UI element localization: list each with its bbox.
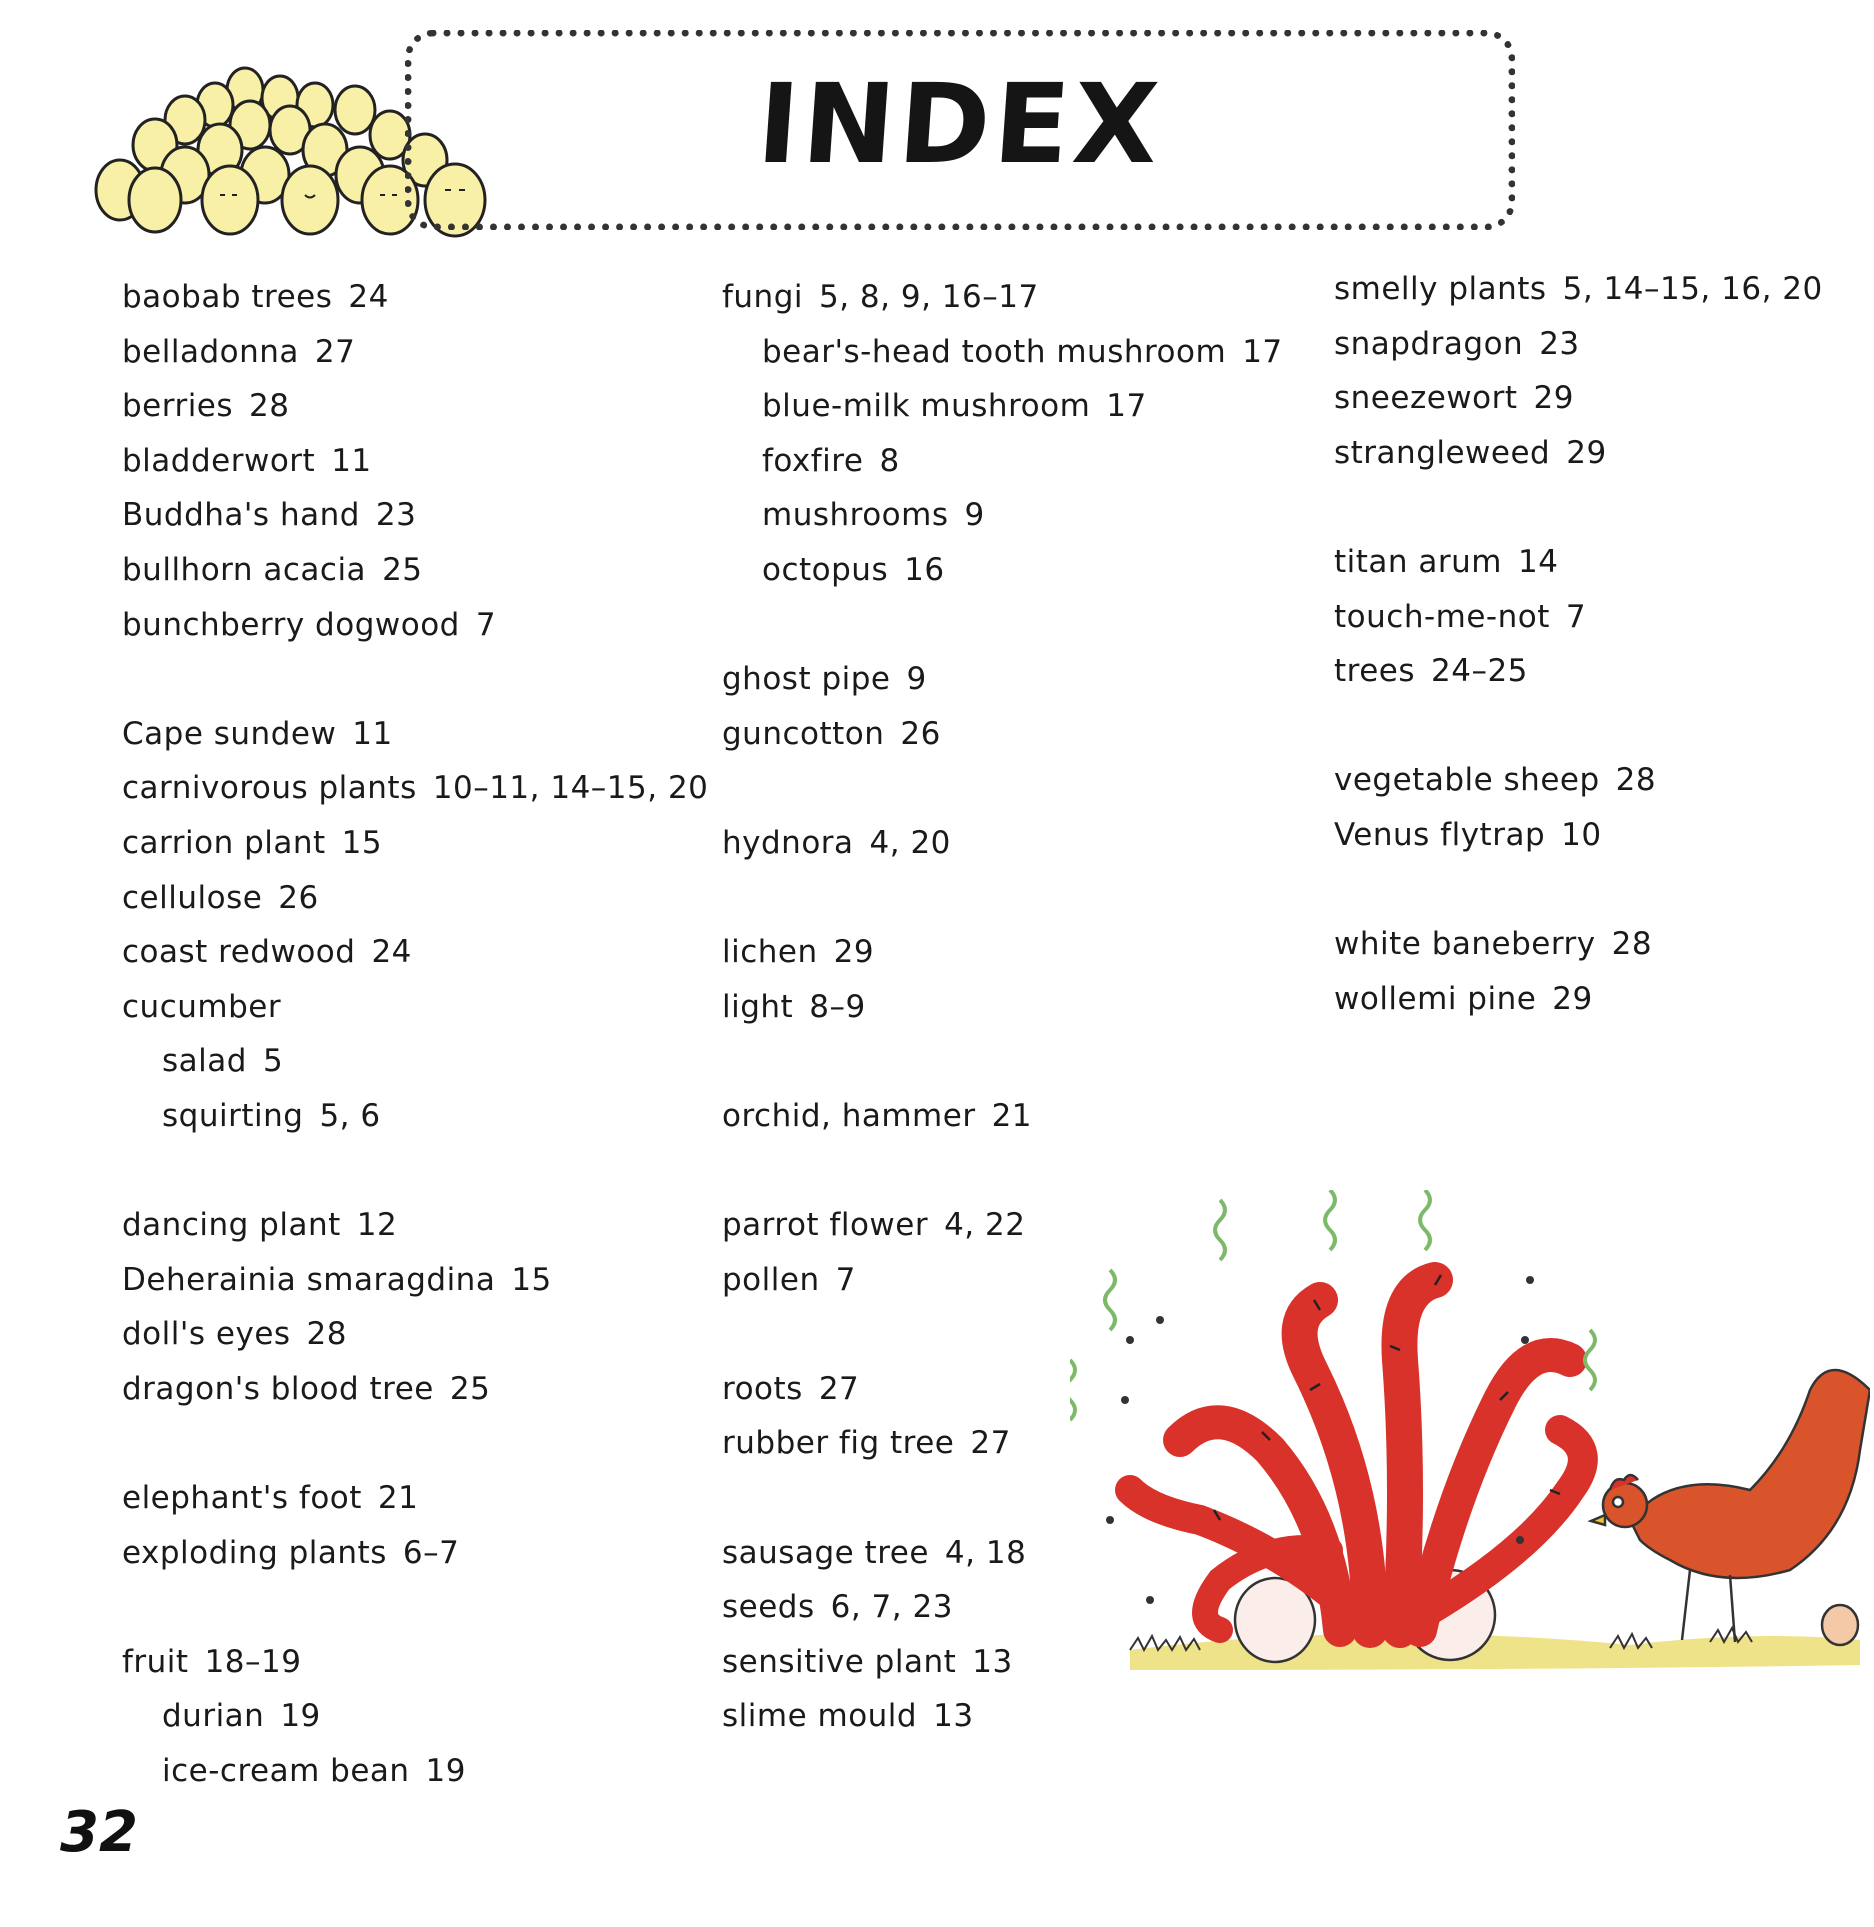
index-term: trees (1334, 653, 1416, 690)
index-pages: 23 (375, 497, 417, 534)
index-pages: 4, 20 (869, 824, 951, 861)
index-pages: 4, 18 (944, 1534, 1027, 1571)
index-term: baobab trees (122, 279, 333, 315)
index-term: sneezewort (1334, 380, 1518, 417)
index-entry (1334, 808, 1823, 863)
index-pages: 29 (1533, 380, 1574, 417)
red-tentacle-plant (1130, 1280, 1583, 1630)
index-pages: 29 (833, 934, 875, 971)
index-term: Buddha's hand (122, 497, 360, 534)
index-entry (122, 980, 708, 1035)
index-entry (122, 325, 708, 380)
index-subentry (722, 488, 1283, 543)
index-term: elephant's foot (122, 1480, 362, 1517)
index-pages: 16 (904, 551, 945, 588)
index-pages: 17 (1106, 388, 1147, 425)
group-spacer (122, 652, 708, 707)
index-term: light (722, 988, 794, 1025)
index-term: sausage tree (722, 1534, 929, 1571)
index-pages: 5, 8, 9, 16–17 (819, 279, 1039, 315)
index-subentry (122, 1034, 708, 1089)
index-entry (122, 707, 708, 762)
group-spacer (1334, 480, 1823, 535)
index-term: durian (162, 1698, 265, 1735)
index-term: blue-milk mushroom (762, 388, 1091, 425)
index-entry (122, 598, 708, 653)
index-term: fruit (122, 1643, 189, 1680)
index-entry (1334, 426, 1823, 481)
index-entry (122, 1307, 708, 1362)
index-subentry (722, 434, 1283, 489)
index-entry (122, 1198, 708, 1253)
group-spacer (722, 871, 1283, 926)
index-entry (1334, 917, 1823, 972)
index-term: carrion plant (122, 824, 326, 861)
index-pages: 25 (449, 1370, 491, 1407)
index-pages: 6, 7, 23 (830, 1589, 953, 1626)
index-term: salad (162, 1043, 247, 1080)
index-pages: 5, 6 (319, 1097, 381, 1134)
index-term: parrot flower (722, 1207, 929, 1244)
index-pages: 7 (475, 606, 497, 643)
index-term: octopus (762, 551, 889, 588)
group-spacer (122, 1580, 708, 1635)
index-pages: 13 (972, 1643, 1013, 1680)
index-entry (122, 379, 708, 434)
group-spacer (1334, 863, 1823, 918)
index-pages: 23 (1539, 325, 1580, 362)
index-term: seeds (722, 1589, 815, 1626)
index-entry (1334, 753, 1823, 808)
index-pages: 7 (835, 1261, 856, 1298)
index-pages: 5, 14–15, 16, 20 (1562, 271, 1823, 307)
index-entry (1334, 590, 1823, 645)
index-entry (122, 1471, 708, 1526)
index-pages: 5 (262, 1043, 284, 1080)
index-term: ice-cream bean (162, 1753, 410, 1790)
index-term: carnivorous plants (122, 770, 417, 807)
index-entry (722, 1089, 1283, 1144)
index-pages: 13 (933, 1698, 974, 1735)
index-term: dragon's blood tree (122, 1370, 434, 1407)
index-term: smelly plants (1334, 271, 1547, 307)
index-subentry (722, 543, 1283, 598)
index-pages: 11 (352, 715, 393, 752)
index-pages: 6–7 (402, 1534, 460, 1571)
index-pages: 10–11, 14–15, 20 (432, 770, 709, 807)
index-entry (722, 925, 1283, 980)
page-title: INDEX (753, 60, 1167, 188)
index-entry (122, 1253, 708, 1308)
index-entry (1334, 972, 1823, 1027)
index-pages: 4, 22 (944, 1207, 1026, 1244)
index-subentry (722, 379, 1283, 434)
index-entry (722, 707, 1283, 762)
index-pages: 21 (991, 1097, 1033, 1134)
index-term: squirting (162, 1097, 304, 1134)
index-term: guncotton (722, 715, 885, 752)
index-column-1 (122, 270, 708, 1799)
index-entry (1334, 317, 1823, 372)
index-pages: 19 (280, 1698, 321, 1735)
index-subentry (122, 1089, 708, 1144)
index-term: exploding plants (122, 1534, 387, 1571)
index-term: roots (722, 1370, 803, 1407)
group-spacer (1334, 699, 1823, 754)
index-term: vegetable sheep (1334, 762, 1600, 799)
index-pages: 29 (1566, 434, 1607, 471)
index-pages: 27 (314, 333, 356, 370)
index-pages: 15 (341, 824, 383, 861)
index-column-3 (1334, 262, 1823, 1026)
hen (1591, 1370, 1870, 1642)
index-term: bear's-head tooth mushroom (762, 333, 1227, 370)
index-pages: 26 (278, 879, 319, 916)
index-term: titan arum (1334, 543, 1503, 580)
index-pages: 21 (377, 1480, 419, 1517)
index-pages: 24 (348, 279, 389, 315)
index-term: foxfire (762, 442, 864, 479)
index-entry (1334, 371, 1823, 426)
index-pages: 10 (1561, 816, 1602, 853)
index-pages: 28 (1615, 762, 1657, 799)
index-term: cucumber (122, 988, 282, 1025)
index-term: dancing plant (122, 1207, 341, 1244)
index-pages: 19 (425, 1753, 466, 1790)
index-pages: 29 (1552, 980, 1593, 1017)
index-term: Venus flytrap (1334, 816, 1546, 853)
index-entry (1334, 262, 1823, 317)
index-pages: 28 (249, 388, 290, 425)
index-pages: 11 (331, 442, 372, 479)
index-term: slime mould (722, 1698, 918, 1735)
index-entry (122, 871, 708, 926)
index-entry (1334, 644, 1823, 699)
index-term: ghost pipe (722, 661, 891, 698)
index-term: wollemi pine (1334, 980, 1537, 1017)
index-term: pollen (722, 1261, 820, 1298)
index-pages: 12 (356, 1207, 398, 1244)
index-term: berries (122, 388, 234, 425)
index-entry (122, 543, 708, 598)
group-spacer (722, 1034, 1283, 1089)
index-entry (122, 434, 708, 489)
index-entry (722, 816, 1283, 871)
index-term: fungi (722, 279, 803, 315)
index-term: coast redwood (122, 934, 356, 971)
index-pages: 17 (1242, 333, 1283, 370)
index-entry (122, 1526, 708, 1581)
index-pages: 26 (900, 715, 941, 752)
index-entry (122, 925, 708, 980)
index-term: doll's eyes (122, 1316, 291, 1353)
index-pages: 27 (818, 1370, 860, 1407)
index-pages: 7 (1565, 598, 1587, 635)
index-term: sensitive plant (722, 1643, 957, 1680)
index-entry (122, 270, 708, 325)
index-term: snapdragon (1334, 325, 1524, 362)
index-subentry (122, 1744, 708, 1799)
index-entry (122, 488, 708, 543)
index-pages: 8–9 (809, 988, 866, 1025)
index-pages: 24–25 (1431, 653, 1528, 690)
index-term: strangleweed (1334, 434, 1551, 471)
index-term: hydnora (722, 824, 854, 861)
page-number: 32 (60, 1800, 138, 1865)
index-pages: 24 (371, 934, 412, 971)
index-pages: 28 (1611, 926, 1653, 963)
index-entry (722, 652, 1283, 707)
index-term: belladonna (122, 333, 299, 370)
group-spacer (722, 598, 1283, 653)
index-term: orchid, hammer (722, 1097, 976, 1134)
index-subentry (122, 1689, 708, 1744)
index-term: Deherainia smaragdina (122, 1261, 496, 1298)
index-term: bladderwort (122, 442, 316, 479)
index-term: bunchberry dogwood (122, 606, 460, 643)
index-term: lichen (722, 934, 818, 971)
index-term: rubber fig tree (722, 1425, 955, 1462)
group-spacer (122, 1416, 708, 1471)
index-pages: 27 (970, 1425, 1011, 1462)
index-term: bullhorn acacia (122, 551, 367, 588)
group-spacer (122, 1144, 708, 1199)
index-term: cellulose (122, 879, 263, 916)
index-term: Cape sundew (122, 715, 337, 752)
index-term: white baneberry (1334, 926, 1596, 963)
index-pages: 9 (906, 661, 927, 698)
index-entry (722, 980, 1283, 1035)
index-pages: 9 (964, 497, 985, 534)
group-spacer (722, 761, 1283, 816)
index-pages: 14 (1518, 543, 1559, 580)
index-entry (122, 761, 708, 816)
index-entry (722, 270, 1283, 325)
smelly-plant-and-hen-illustration (1070, 1190, 1870, 1710)
index-pages: 8 (879, 442, 900, 479)
index-entry (1334, 535, 1823, 590)
index-entry (122, 816, 708, 871)
index-entry (122, 1635, 708, 1690)
index-term: touch-me-not (1334, 598, 1550, 635)
index-entry (122, 1362, 708, 1417)
index-pages: 15 (511, 1261, 552, 1298)
index-pages: 25 (382, 551, 423, 588)
index-pages: 18–19 (204, 1643, 302, 1680)
index-term: mushrooms (762, 497, 949, 534)
index-pages: 28 (306, 1316, 347, 1353)
index-subentry (722, 325, 1283, 380)
